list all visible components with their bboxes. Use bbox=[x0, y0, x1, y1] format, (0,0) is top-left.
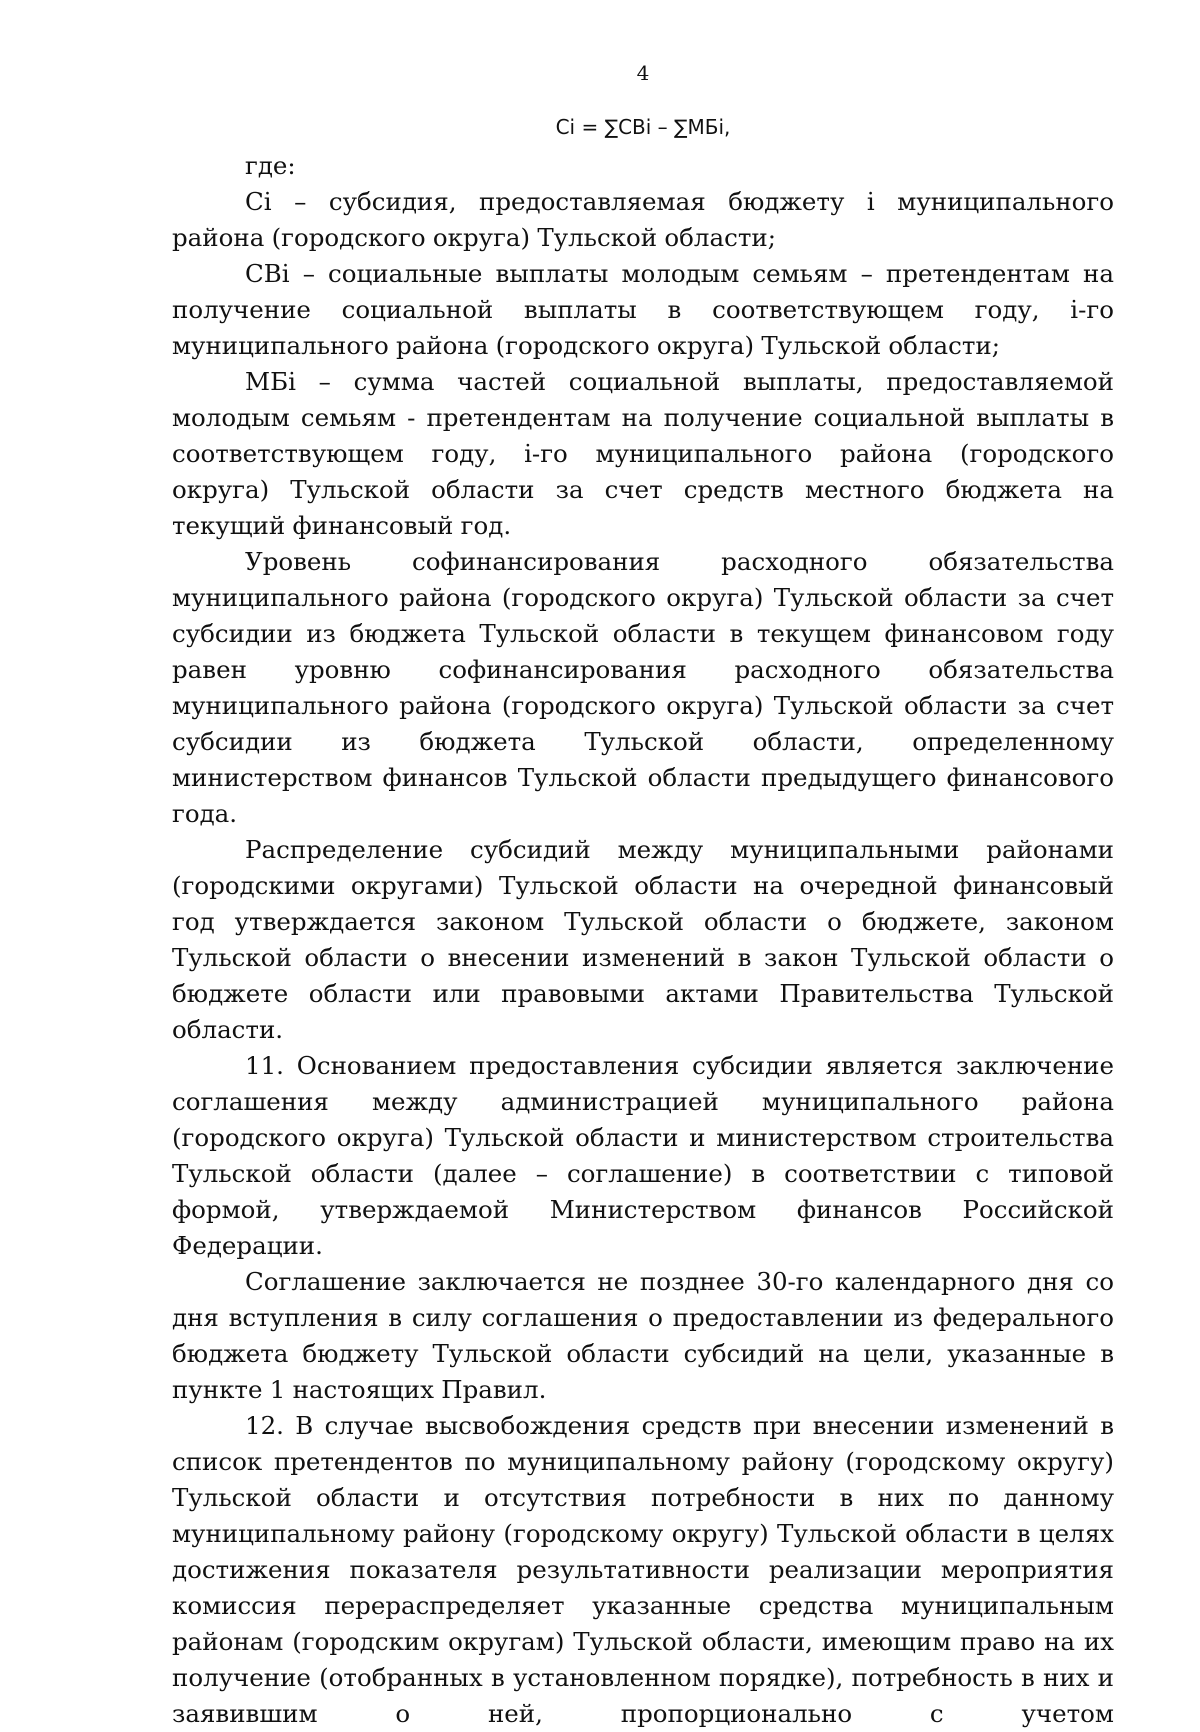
paragraph-subsidy-distribution: Распределение субсидий между муниципальными районами (городскими округами) Тульской области на очередной финансовый год утверждается законом Тульской области о бюджете, законом Тульской области о внесении изменений в закон Тульской области о бюджете области или правовыми актами Правительства Тульской области. bbox=[172, 835, 1114, 1044]
page-number: 4 bbox=[636, 61, 650, 85]
paragraph-svi-definition: СВi – социальные выплаты молодым семьям – претендентам на получение социальной выплаты в соответствующем году, i-го муниципального района (городского округа) Тульской области; bbox=[172, 259, 1114, 360]
paragraph-cofinancing-level: Уровень софинансирования расходного обязательства муниципального района (городского округа) Тульской области за счет субсидии из бюджета Тульской области в текущем финансовом году равен уровню софинансирования расходного обязательства муниципального района (городского округа) Тульской области за счет субсидии из бюджета Тульской области, определенному министерством финансов Тульской области предыдущего финансового года. bbox=[172, 547, 1114, 828]
paragraph-where: где: bbox=[245, 151, 296, 180]
document-body bbox=[172, 148, 1114, 1732]
paragraph-agreement-deadline: Соглашение заключается не позднее 30-го календарного дня со дня вступления в силу соглашения о предоставлении из федерального бюджета бюджету Тульской области субсидий на цели, указанные в пункте 1 настоящих Правил. bbox=[172, 1267, 1114, 1404]
paragraph-ci-definition: Ci – субсидия, предоставляемая бюджету i муниципального района (городского округа) Тульской области; bbox=[172, 187, 1114, 252]
paragraph-item-11: 11. Основанием предоставления субсидии является заключение соглашения между администрацией муниципального района (городского округа) Тульской области и министерством строительства Тульской области (далее – соглашение) в соответствии с типовой формой, утверждаемой Министерством финансов Российской Федерации. bbox=[172, 1051, 1114, 1260]
subsidy-formula: Ci = ∑CBi – ∑МБi, bbox=[555, 115, 731, 139]
paragraph-mbi-definition: МБi – сумма частей социальной выплаты, предоставляемой молодым семьям - претендентам на получение социальной выплаты в соответствующем году, i-го муниципального района (городского округа) Тульской области за счет средств местного бюджета на текущий финансовый год. bbox=[172, 367, 1114, 540]
paragraph-item-12: 12. В случае высвобождения средств при внесении изменений в список претендентов по муниципальному району (городскому округу) Тульской области и отсутствия потребности в них по данному муниципальному району (городскому округу) Тульской области в целях достижения показателя результативности реализации мероприятия комиссия перераспределяет указанные средства муниципальным районам (городским округам) Тульской области, имеющим право на их получение (отобранных в установленном порядке), потребность в них и заявившим о ней, пропорционально с учетом bbox=[172, 1411, 1114, 1728]
